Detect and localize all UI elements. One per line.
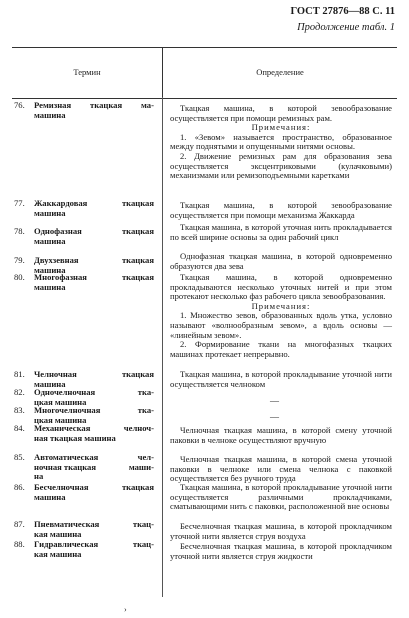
definition-85 — [170, 455, 392, 484]
definition-text: Ткацкая машина, в которой уточная нить прокладывается по всей ширине основы за один рабочий цикл — [170, 222, 392, 242]
term-text: чел- — [137, 452, 154, 462]
definition-86 — [170, 483, 392, 512]
term-text: тка- — [137, 387, 154, 397]
term-number: 81. — [14, 369, 25, 379]
table-header — [12, 47, 397, 99]
definition-text: Челночная ткацкая машина, в которой смену уточной паковки в челноке осуществляют вручную — [170, 425, 392, 445]
term-76 — [14, 101, 154, 120]
term-text: Многочелночная — [34, 405, 101, 415]
term-number: 82. — [14, 387, 25, 397]
definition-84 — [170, 426, 392, 445]
term-text: тка- — [137, 405, 154, 415]
term-text: Механическая — [34, 423, 91, 433]
note-text: 1. Множество зевов, образованных вдоль утка, условно называют «волнообразным зевом», а вдоль основы — «линейным зевом». — [170, 310, 392, 340]
definition-88 — [170, 542, 392, 561]
term-text: машина — [34, 109, 66, 120]
definition-text: Однофазная ткацкая машина, в которой одновременно образуются два зева — [170, 251, 392, 271]
definition-text: Бесчелночная ткацкая машина, в которой прокладчиком уточной нити является струя жидкости — [170, 541, 392, 561]
column-header-definition: Определение — [256, 67, 304, 77]
term-text: Бесчелночная — [34, 482, 89, 492]
term-text: челноч- — [123, 423, 154, 433]
term-number: 79. — [14, 255, 25, 265]
definition-text: Ткацкая машина, в которой зевообразование осуществляется при помощи механизма Жаккарда — [170, 200, 392, 220]
notes-heading: Примечания: — [251, 300, 311, 311]
term-number: 76. — [14, 100, 25, 110]
term-text: ткацкая — [121, 198, 154, 208]
term-text: на — [34, 471, 44, 482]
definition-81 — [170, 370, 392, 389]
term-text: ночная ткацкая — [34, 461, 96, 472]
term-text: ткацкая — [90, 100, 123, 110]
term-number: 86. — [14, 482, 25, 492]
term-text: маши- — [128, 461, 154, 472]
term-text: ная ткацкая машина — [34, 432, 116, 443]
term-text: кая машина — [34, 548, 82, 559]
term-text: ткацкая — [121, 482, 154, 492]
term-text: Одночелночная — [34, 387, 96, 397]
definition-text: Ткацкая машина, в которой одновременно прокладываются несколько уточных нитей и при этом протекают несколько фаз рабочего цикла зевообразования. — [170, 272, 392, 302]
definition-77 — [170, 201, 392, 220]
definition-76 — [170, 104, 392, 181]
term-84 — [14, 424, 154, 443]
term-text: Ремизная — [34, 100, 72, 110]
term-text: Жаккардовая — [34, 198, 88, 208]
definition-87 — [170, 522, 392, 541]
body-column-divider — [162, 97, 163, 597]
term-text: цкая машина — [34, 396, 87, 407]
term-text: Двухзевная — [34, 255, 79, 265]
term-text: ткац- — [132, 539, 154, 549]
scan-mark: › — [124, 605, 127, 614]
term-number: 88. — [14, 539, 25, 549]
notes-heading: Примечания: — [251, 122, 311, 133]
definition-80 — [170, 273, 392, 359]
term-text: машина — [34, 264, 66, 275]
page-header-code: ГОСТ 27876—88 С. 11 — [290, 6, 395, 17]
term-text: ткацкая — [121, 272, 154, 282]
term-85 — [14, 453, 154, 482]
term-text: цкая машина — [34, 414, 87, 425]
term-text: ткацкая — [121, 369, 154, 379]
term-number: 80. — [14, 272, 25, 282]
term-text: Автоматическая — [34, 452, 99, 462]
term-number: 85. — [14, 452, 25, 462]
note-text: 2. Формирование ткани на многофазных ткацких машинах протекает непрерывно. — [170, 339, 392, 359]
note-text: 1. «Зевом» называется пространство, образованное между поднятыми и опущенными нитями основы. — [170, 131, 392, 152]
term-text: кая машина — [34, 528, 82, 539]
term-text: ма- — [141, 100, 154, 110]
definition-text: Ткацкая машина, в которой прокладывание уточной нити осуществляется челноком — [170, 369, 392, 389]
term-text: Гидравлическая — [34, 539, 99, 549]
term-77 — [14, 199, 154, 218]
definition-79 — [170, 252, 392, 271]
term-number: 78. — [14, 226, 25, 236]
term-78 — [14, 227, 154, 246]
term-text: Многофазная — [34, 272, 87, 282]
term-text: машина — [34, 207, 66, 218]
term-text: Однофазная — [34, 226, 82, 236]
term-text: Челночная — [34, 369, 77, 379]
definition-83-dash: — — [270, 412, 279, 422]
term-text: ткацкая — [121, 255, 154, 265]
definition-text: Челночная ткацкая машина, в которой смена уточной паковки в челноке или смена челнока с паковкой осуществляется без ручного труда — [170, 454, 392, 484]
term-number: 87. — [14, 519, 25, 529]
term-80 — [14, 273, 154, 292]
term-number: 83. — [14, 405, 25, 415]
term-text: машина — [34, 491, 66, 502]
term-text: машина — [34, 281, 66, 292]
definition-text: Бесчелночная ткацкая машина, в которой прокладчиком уточной нити является струя воздуха — [170, 521, 392, 541]
term-number: 77. — [14, 198, 25, 208]
term-number: 84. — [14, 423, 25, 433]
term-text: Пневматическая — [34, 519, 100, 529]
term-87 — [14, 520, 154, 539]
table-continuation-label: Продолжение табл. 1 — [297, 22, 395, 33]
term-88 — [14, 540, 154, 559]
term-text: ткац- — [132, 519, 154, 529]
column-header-term: Термин — [73, 67, 101, 77]
definition-78 — [170, 223, 392, 242]
definition-text: Ткацкая машина, в которой прокладывание уточной нити осуществляется различными прокладчиками, сматывающими нить с паковки, расположенной вне основы — [170, 482, 392, 512]
term-text: ткацкая — [121, 226, 154, 236]
definition-82-dash: — — [270, 396, 279, 406]
term-86 — [14, 483, 154, 502]
term-text: машина — [34, 235, 66, 246]
term-text: машина — [34, 378, 66, 389]
note-text: 2. Движение ремизных рам для образования зева осуществляется эксцентриковыми (кулачковыми) механизмами или ремизоподъемными каретками — [170, 150, 392, 181]
definition-text: Ткацкая машина, в которой зевообразование осуществляется при помощи ремизных рам. — [170, 103, 392, 123]
